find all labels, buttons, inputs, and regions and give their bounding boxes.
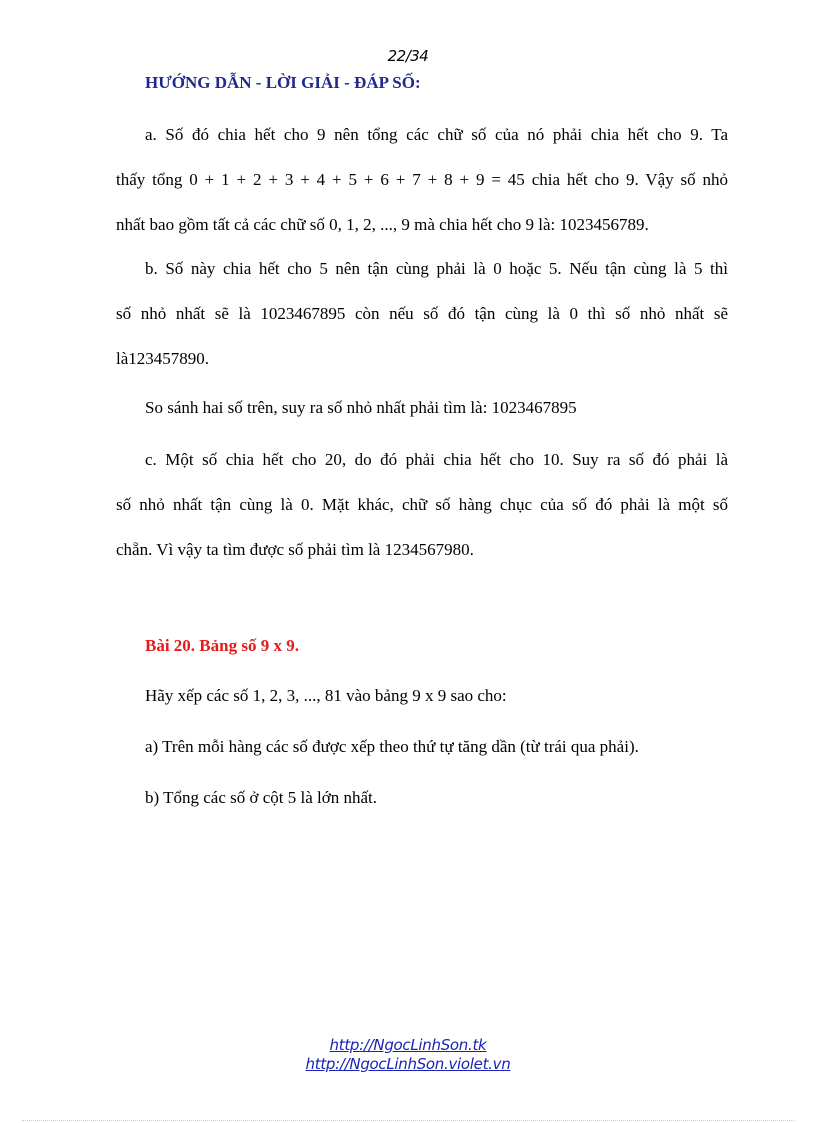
part-b-line-1: b. Số này chia hết cho 5 nên tận cùng phải là 0 hoặc 5. Nếu tận cùng là 5 thì <box>145 259 728 278</box>
part-a-line-3: nhất bao gồm tất cả các chữ số 0, 1, 2, ..., 9 mà chia hết cho 9 là: 1023456789. <box>116 215 649 234</box>
part-c-line-3: chẵn. Vì vậy ta tìm được số phải tìm là 1234567980. <box>116 540 474 559</box>
part-c-line-1: c. Một số chia hết cho 20, do đó phải chia hết cho 10. Suy ra số đó phải là <box>145 450 728 469</box>
exercise-condition-a: a) Trên mỗi hàng các số được xếp theo thứ tự tăng dần (từ trái qua phải). <box>145 737 639 756</box>
exercise-prompt: Hãy xếp các số 1, 2, 3, ..., 81 vào bảng 9 x 9 sao cho: <box>145 686 507 705</box>
footer-link-1-row <box>0 1036 816 1054</box>
page-number: 22/34 <box>387 47 429 65</box>
footer-link-violet[interactable]: http://NgocLinhSon.violet.vn <box>305 1055 511 1073</box>
exercise-title: Bài 20. Bảng số 9 x 9. <box>145 636 299 655</box>
part-c-line-2: số nhỏ nhất tận cùng là 0. Mặt khác, chữ số hàng chục của số đó phải là một số <box>116 495 728 514</box>
part-b-line-2: số nhỏ nhất sẽ là 1023467895 còn nếu số đó tận cùng là 0 thì số nhỏ nhất sẽ <box>116 304 728 323</box>
solution-comparison <box>116 385 728 430</box>
part-a-line-1: a. Số đó chia hết cho 9 nên tổng các chữ số của nó phải chia hết cho 9. Ta <box>145 125 728 144</box>
footer-link-tk[interactable]: http://NgocLinhSon.tk <box>329 1036 487 1054</box>
part-b-line-3: là123457890. <box>116 349 210 368</box>
solution-heading: HƯỚNG DẪN - LỜI GIẢI - ĐÁP SỐ: <box>145 73 421 92</box>
page-bottom-divider <box>22 1120 794 1121</box>
comparison-line: So sánh hai số trên, suy ra số nhỏ nhất phải tìm là: 1023467895 <box>145 398 577 417</box>
footer-link-2-row <box>0 1055 816 1073</box>
solution-part-a <box>116 112 728 247</box>
solution-part-c <box>116 437 728 572</box>
solution-part-b <box>116 246 728 381</box>
exercise-condition-b: b) Tổng các số ở cột 5 là lớn nhất. <box>145 788 377 807</box>
part-a-line-2: thấy tổng 0 + 1 + 2 + 3 + 4 + 5 + 6 + 7 + 8 + 9 = 45 chia hết cho 9. Vậy số nhỏ <box>116 170 728 189</box>
